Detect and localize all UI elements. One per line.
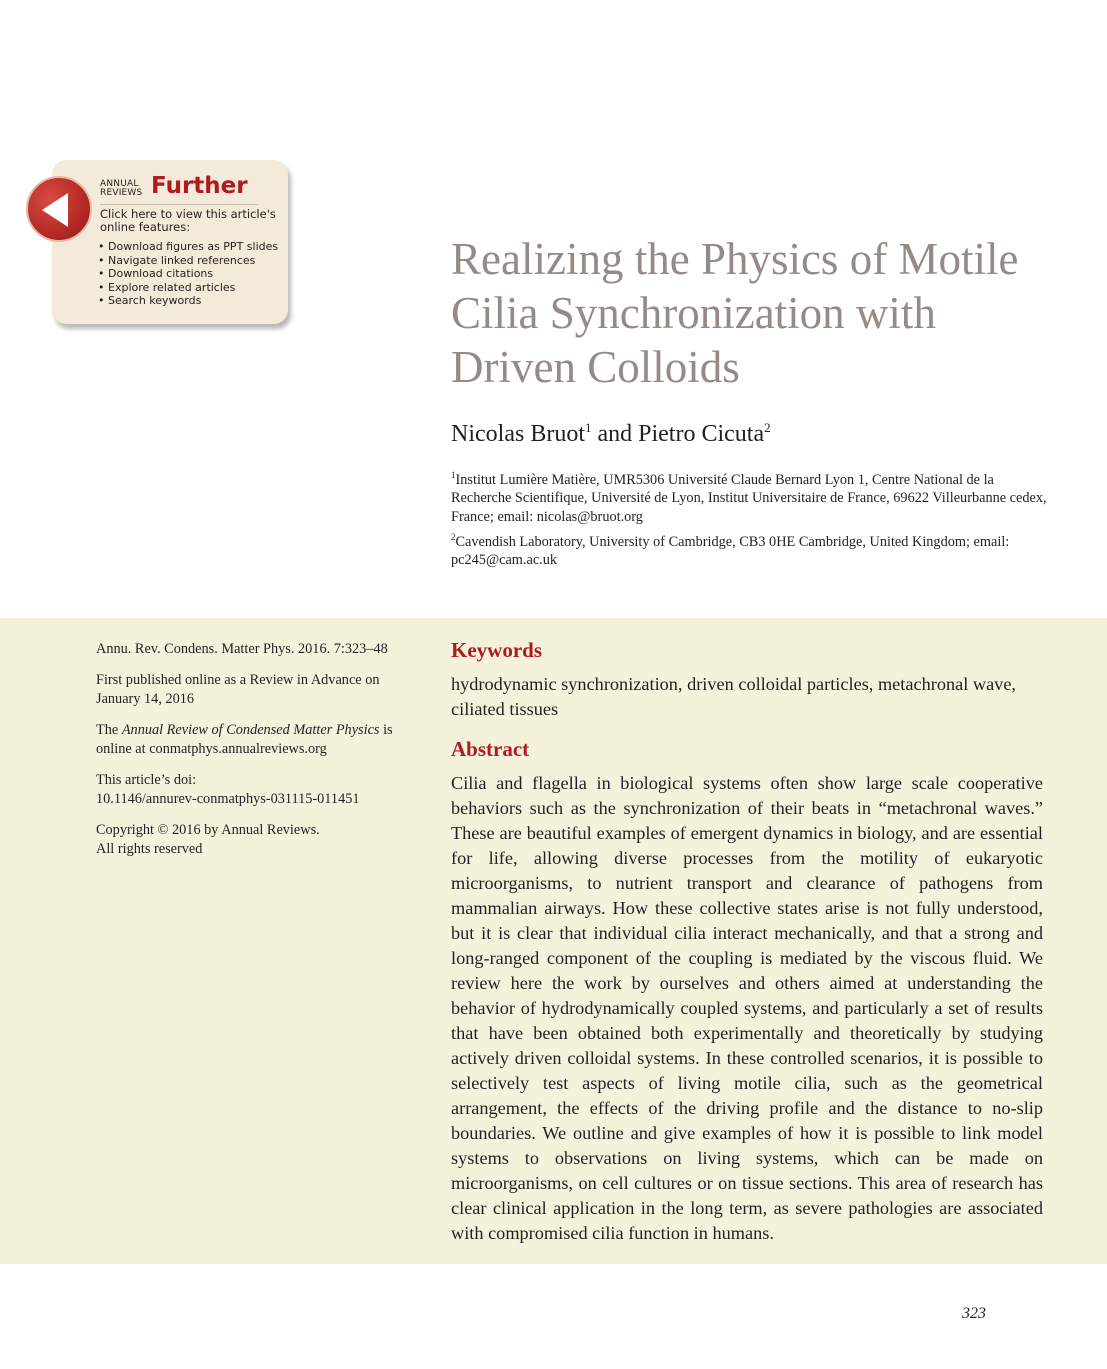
click-here-link[interactable]: Click here <box>100 207 157 221</box>
author-name: Pietro Cicuta <box>638 421 765 447</box>
annual-reviews-logo: ANNUAL REVIEWS <box>100 179 143 198</box>
keywords-text: hydrodynamic synchronization, driven colloidal particles, metachronal wave, ciliated tissues <box>451 674 1017 719</box>
affiliation-2: $^2$Cavendish Laboratory, University of Cambridge, CB3 0HE Cambridge, United Kingdom; email: pc245@cam.ac.uk <box>451 532 1010 569</box>
list-item[interactable]: • Download citations <box>98 267 278 281</box>
further-online-features-box[interactable] <box>52 160 288 324</box>
author-name: Nicolas Bruot <box>451 421 585 447</box>
further-label: Further <box>151 173 248 199</box>
copyright-info: Copyright © 2016 by Annual Reviews. All rights reserved <box>96 822 320 857</box>
back-arrow-icon[interactable] <box>26 176 92 242</box>
click-here-text: Click here to view this article's online features: <box>100 207 276 234</box>
abstract-heading: Abstract <box>451 737 530 761</box>
article-title: Realizing the Physics of Motile Cilia Synchronization with Driven Colloids <box>451 234 1019 392</box>
list-item[interactable]: • Navigate linked references <box>98 254 278 268</box>
list-item[interactable]: • Search keywords <box>98 294 278 308</box>
doi-link[interactable]: 10.1146/annurev-conmatphys-031115-011451 <box>96 790 360 807</box>
keywords-heading: Keywords <box>451 638 542 662</box>
list-item[interactable]: • Explore related articles <box>98 281 278 295</box>
doi-info: This article’s doi: 10.1146/annurev-conmatphys-031115-011451 <box>96 772 360 807</box>
features-list <box>98 240 278 308</box>
author-line: Nicolas Bruot$^1$ and Pietro Cicuta$^2$ <box>451 420 771 447</box>
abstract-text: Cilia and flagella in biological systems often show large scale cooperative behaviors such as the synchronization of their beats in “metachronal waves.” These are beautiful examples of emergent dynamics in biology, and are essential for life, allowing diverse processes from the motility of eukaryotic microorganisms, to nutrient transport and clearance of pathogens from mammalian airways. How these collective states arise is not fully understood, but it is clear that individual cilia interact mechanically, and that a strong and long-ranged component of the coupling is mediated by the viscous fluid. We review here the work by ourselves and others aimed at understanding the behavior of hydrodynamically coupled systems, and particularly a set of results that have been obtained both experimentally and theoretically by studying actively driven colloidal systems. In these controlled scenarios, it is possible to selectively test aspects of living motile cilia, such as the geometrical arrangement, the effects of the driving profile and the distance to no-slip boundaries. We outline and give examples of how it is possible to link model systems to observations on living systems, which can be made on microorganisms, on cell cultures or on tissue sections. This area of research has clear clinical application in the long term, as severe pathologies are associated with compromised cilia function in humans. <box>451 773 1043 1243</box>
citation: Annu. Rev. Condens. Matter Phys. 2016. 7:323–48 <box>96 641 388 657</box>
page-number: 323 <box>962 1305 986 1322</box>
divider <box>100 204 258 205</box>
affiliation-1: $^1$Institut Lumière Matière, UMR5306 Université Claude Bernard Lyon 1, Centre National de la Recherche Scientifique, Université de Lyon, Institut Universitaire de France, 69622 Villeurbanne cedex, France; email: nicolas@bruot.org <box>451 470 1047 525</box>
published-info: First published online as a Review in Advance on January 14, 2016 <box>96 672 380 707</box>
journal-info: The Annual Review of Condensed Matter Physics is online at conmatphys.annualreviews.org <box>96 722 393 757</box>
list-item[interactable]: • Download figures as PPT slides <box>98 240 278 254</box>
